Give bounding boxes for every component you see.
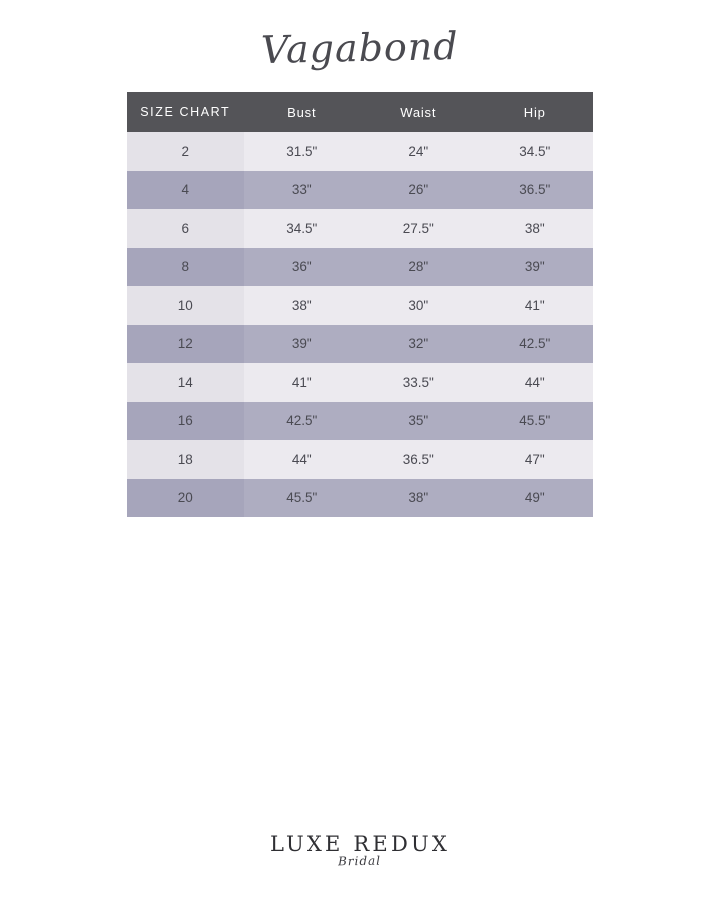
cell-hip: 38" [477, 209, 594, 248]
cell-bust: 34.5" [244, 209, 361, 248]
cell-size: 10 [127, 286, 244, 325]
cell-bust: 44" [244, 440, 361, 479]
cell-hip: 34.5" [477, 132, 594, 171]
cell-hip: 42.5" [477, 325, 594, 364]
cell-hip: 49" [477, 479, 594, 518]
table-row [127, 402, 593, 441]
table-row [127, 479, 593, 518]
column-header-waist: Waist [360, 92, 477, 132]
cell-size: 12 [127, 325, 244, 364]
cell-size: 8 [127, 248, 244, 287]
table-row [127, 171, 593, 210]
cell-hip: 41" [477, 286, 594, 325]
cell-size: 14 [127, 363, 244, 402]
cell-bust: 31.5" [244, 132, 361, 171]
table-row [127, 209, 593, 248]
cell-waist: 26" [360, 171, 477, 210]
size-chart-container [127, 92, 593, 517]
cell-waist: 33.5" [360, 363, 477, 402]
cell-size: 18 [127, 440, 244, 479]
column-header-size: SIZE CHART [127, 92, 244, 132]
footer-logo [0, 832, 720, 868]
cell-hip: 36.5" [477, 171, 594, 210]
cell-hip: 39" [477, 248, 594, 287]
table-row [127, 325, 593, 364]
cell-size: 2 [127, 132, 244, 171]
cell-waist: 38" [360, 479, 477, 518]
column-header-bust: Bust [244, 92, 361, 132]
cell-waist: 27.5" [360, 209, 477, 248]
cell-size: 4 [127, 171, 244, 210]
cell-waist: 36.5" [360, 440, 477, 479]
cell-bust: 36" [244, 248, 361, 287]
table-row [127, 132, 593, 171]
size-chart-header [127, 92, 593, 132]
cell-hip: 44" [477, 363, 594, 402]
cell-size: 16 [127, 402, 244, 441]
cell-bust: 41" [244, 363, 361, 402]
cell-waist: 35" [360, 402, 477, 441]
size-chart-body [127, 132, 593, 517]
column-header-hip: Hip [477, 92, 594, 132]
brand-title: Vagabond [260, 23, 460, 73]
cell-bust: 42.5" [244, 402, 361, 441]
cell-waist: 28" [360, 248, 477, 287]
cell-waist: 24" [360, 132, 477, 171]
size-chart-table [127, 92, 593, 517]
table-row [127, 440, 593, 479]
cell-waist: 32" [360, 325, 477, 364]
table-header-row [127, 92, 593, 132]
cell-bust: 45.5" [244, 479, 361, 518]
cell-size: 6 [127, 209, 244, 248]
cell-bust: 33" [244, 171, 361, 210]
table-row [127, 363, 593, 402]
cell-bust: 39" [244, 325, 361, 364]
cell-hip: 45.5" [477, 402, 594, 441]
table-row [127, 248, 593, 287]
cell-bust: 38" [244, 286, 361, 325]
cell-size: 20 [127, 479, 244, 518]
footer-logo-main: LUXE REDUX [269, 832, 451, 856]
cell-waist: 30" [360, 286, 477, 325]
footer-logo-sub: Bridal [338, 853, 382, 869]
cell-hip: 47" [477, 440, 594, 479]
table-row [127, 286, 593, 325]
